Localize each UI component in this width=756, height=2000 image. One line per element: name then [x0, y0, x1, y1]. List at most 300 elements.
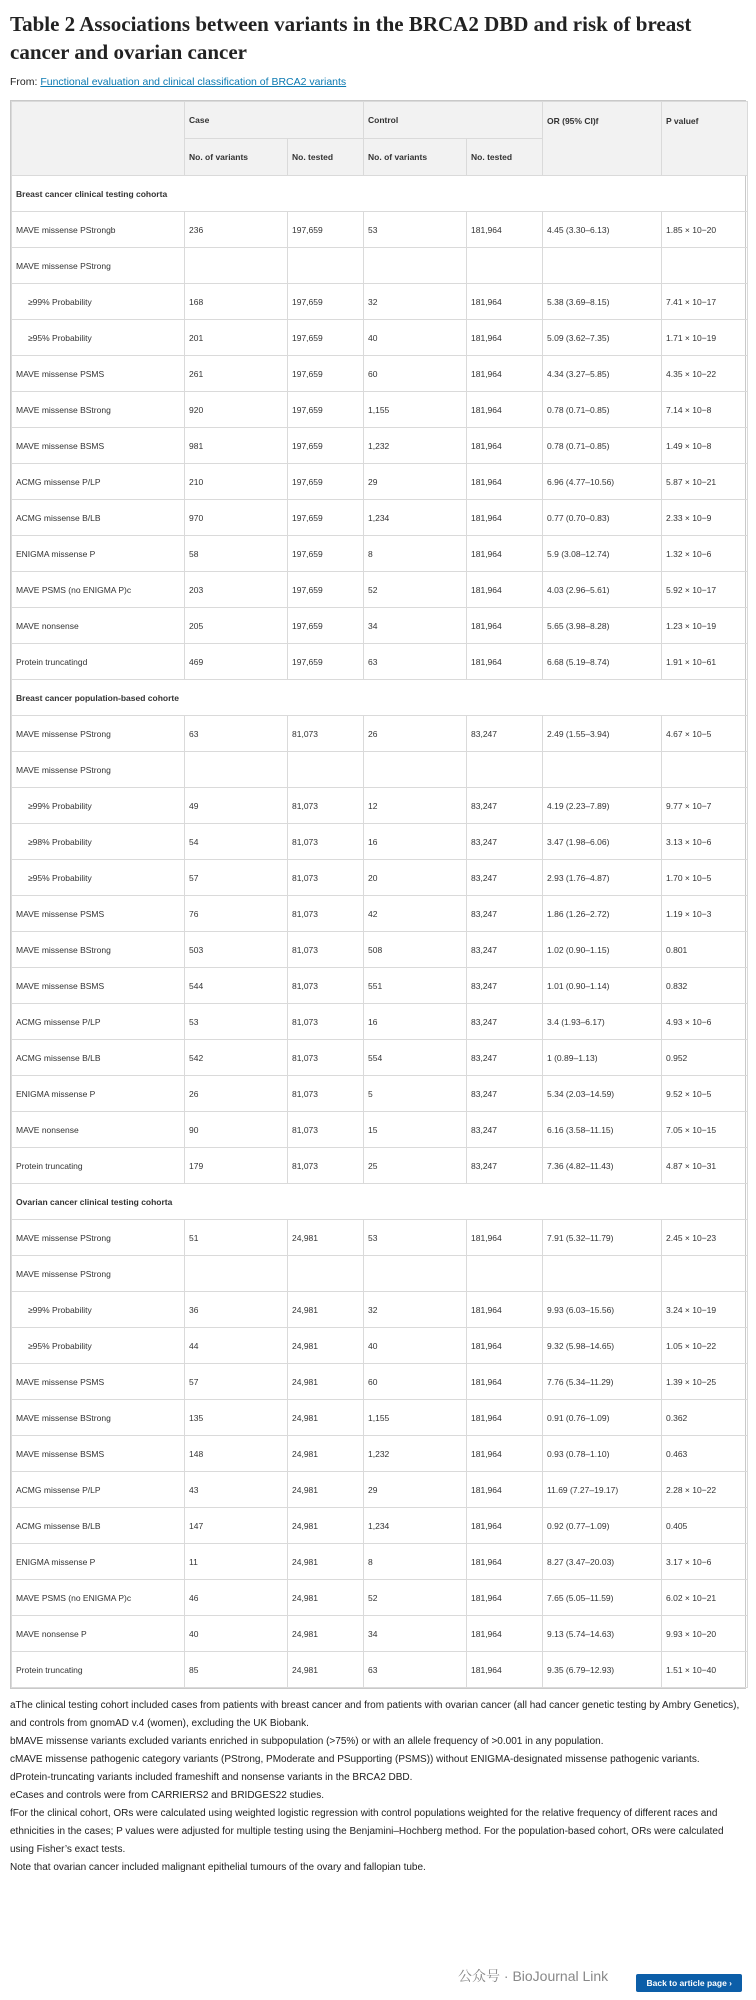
case-tested-cell: 24,981 — [288, 1436, 364, 1472]
pvalue-cell: 0.832 — [662, 968, 748, 1004]
or-ci-cell: 3.4 (1.93–6.17) — [543, 1004, 662, 1040]
section-header-row — [12, 176, 748, 212]
pvalue-cell: 2.33 × 10−9 — [662, 500, 748, 536]
control-tested-cell: 181,964 — [467, 1364, 543, 1400]
or-ci-cell: 0.91 (0.76–1.09) — [543, 1400, 662, 1436]
pvalue-cell: 1.70 × 10−5 — [662, 860, 748, 896]
table-row — [12, 896, 748, 932]
control-variants-cell: 60 — [364, 1364, 467, 1400]
associations-table — [11, 101, 748, 1688]
case-variants-cell: 203 — [185, 572, 288, 608]
or-ci-cell: 7.91 (5.32–11.79) — [543, 1220, 662, 1256]
case-tested-cell: 81,073 — [288, 932, 364, 968]
table-row — [12, 536, 748, 572]
header-blank — [12, 102, 185, 176]
table-row — [12, 284, 748, 320]
header-control: Control — [364, 102, 543, 139]
pvalue-cell: 1.71 × 10−19 — [662, 320, 748, 356]
case-tested-cell: 197,659 — [288, 536, 364, 572]
row-label: MAVE missense PStrongb — [12, 212, 185, 248]
case-tested-cell: 81,073 — [288, 968, 364, 1004]
control-variants-cell: 42 — [364, 896, 467, 932]
case-variants-cell: 49 — [185, 788, 288, 824]
case-variants-cell — [185, 752, 288, 788]
control-variants-cell: 20 — [364, 860, 467, 896]
case-tested-cell: 81,073 — [288, 1076, 364, 1112]
control-variants-cell: 5 — [364, 1076, 467, 1112]
table-row — [12, 1580, 748, 1616]
control-tested-cell — [467, 248, 543, 284]
from-label: From: — [10, 76, 41, 88]
or-ci-cell: 11.69 (7.27–19.17) — [543, 1472, 662, 1508]
case-tested-cell: 197,659 — [288, 212, 364, 248]
control-tested-cell: 83,247 — [467, 1040, 543, 1076]
control-tested-cell — [467, 1256, 543, 1292]
or-ci-cell: 9.93 (6.03–15.56) — [543, 1292, 662, 1328]
row-label: ENIGMA missense P — [12, 1076, 185, 1112]
control-variants-cell: 1,232 — [364, 428, 467, 464]
table-row — [12, 1112, 748, 1148]
pvalue-cell: 1.19 × 10−3 — [662, 896, 748, 932]
case-variants-cell: 920 — [185, 392, 288, 428]
control-variants-cell — [364, 1256, 467, 1292]
pvalue-cell: 5.87 × 10−21 — [662, 464, 748, 500]
case-variants-cell: 85 — [185, 1652, 288, 1688]
case-variants-cell: 57 — [185, 1364, 288, 1400]
or-ci-cell — [543, 1256, 662, 1292]
or-ci-cell: 0.78 (0.71–0.85) — [543, 392, 662, 428]
pvalue-cell: 7.14 × 10−8 — [662, 392, 748, 428]
case-variants-cell: 57 — [185, 860, 288, 896]
control-tested-cell — [467, 752, 543, 788]
row-label: MAVE nonsense — [12, 608, 185, 644]
control-tested-cell: 181,964 — [467, 1616, 543, 1652]
control-variants-cell: 29 — [364, 1472, 467, 1508]
row-label: MAVE nonsense P — [12, 1616, 185, 1652]
control-variants-cell: 32 — [364, 1292, 467, 1328]
table-row — [12, 1400, 748, 1436]
table-row — [12, 212, 748, 248]
row-label: ≥95% Probability — [12, 860, 185, 896]
pvalue-cell: 0.405 — [662, 1508, 748, 1544]
row-label: ENIGMA missense P — [12, 536, 185, 572]
row-label: MAVE missense PStrong — [12, 248, 185, 284]
header-case-variants: No. of variants — [185, 139, 288, 176]
control-tested-cell: 83,247 — [467, 1112, 543, 1148]
case-tested-cell: 197,659 — [288, 464, 364, 500]
row-label: MAVE PSMS (no ENIGMA P)c — [12, 572, 185, 608]
pvalue-cell: 9.93 × 10−20 — [662, 1616, 748, 1652]
table-row — [12, 968, 748, 1004]
row-label: ≥95% Probability — [12, 1328, 185, 1364]
footnote: aThe clinical testing cohort included cases from patients with breast cancer and from patients with ovarian cancer (all had cancer genetic testing by Ambry Genetics), and controls from gnomAD v.4 (women), excluding the UK Biobank. — [10, 1700, 740, 1729]
row-label: MAVE missense PStrong — [12, 1220, 185, 1256]
control-variants-cell: 16 — [364, 1004, 467, 1040]
control-tested-cell: 83,247 — [467, 824, 543, 860]
or-ci-cell: 5.65 (3.98–8.28) — [543, 608, 662, 644]
row-label: MAVE missense BStrong — [12, 1400, 185, 1436]
control-tested-cell: 83,247 — [467, 1076, 543, 1112]
row-label: ≥99% Probability — [12, 284, 185, 320]
pvalue-cell — [662, 248, 748, 284]
case-variants-cell: 54 — [185, 824, 288, 860]
case-tested-cell: 197,659 — [288, 608, 364, 644]
row-label: MAVE missense BSMS — [12, 968, 185, 1004]
page-footer — [0, 1958, 756, 2000]
or-ci-cell — [543, 752, 662, 788]
or-ci-cell: 5.9 (3.08–12.74) — [543, 536, 662, 572]
table-row — [12, 1364, 748, 1400]
control-variants-cell: 551 — [364, 968, 467, 1004]
control-variants-cell: 15 — [364, 1112, 467, 1148]
table-row — [12, 1544, 748, 1580]
section-heading: Ovarian cancer clinical testing cohorta — [12, 1184, 748, 1220]
control-tested-cell: 181,964 — [467, 1400, 543, 1436]
control-variants-cell: 26 — [364, 716, 467, 752]
case-tested-cell: 197,659 — [288, 644, 364, 680]
row-label: MAVE missense BStrong — [12, 392, 185, 428]
footnote: cMAVE missense pathogenic category variants (PStrong, PModerate and PSupporting (PSMS)) without ENIGMA-designated missense pathogenic variants. — [10, 1754, 700, 1765]
or-ci-cell: 2.49 (1.55–3.94) — [543, 716, 662, 752]
pvalue-cell: 4.93 × 10−6 — [662, 1004, 748, 1040]
table-row — [12, 1616, 748, 1652]
table-row — [12, 644, 748, 680]
footnotes — [10, 1697, 740, 1877]
control-variants-cell: 34 — [364, 1616, 467, 1652]
control-variants-cell: 1,155 — [364, 392, 467, 428]
case-variants-cell: 58 — [185, 536, 288, 572]
control-tested-cell: 181,964 — [467, 608, 543, 644]
or-ci-cell: 3.47 (1.98–6.06) — [543, 824, 662, 860]
table-row — [12, 1652, 748, 1688]
case-tested-cell: 24,981 — [288, 1652, 364, 1688]
control-variants-cell: 12 — [364, 788, 467, 824]
case-tested-cell: 24,981 — [288, 1364, 364, 1400]
or-ci-cell: 4.45 (3.30–6.13) — [543, 212, 662, 248]
source-article-link[interactable]: Functional evaluation and clinical classification of BRCA2 variants — [40, 76, 347, 88]
control-variants-cell: 1,234 — [364, 500, 467, 536]
pvalue-cell: 1.32 × 10−6 — [662, 536, 748, 572]
pvalue-cell: 9.77 × 10−7 — [662, 788, 748, 824]
footnote: dProtein-truncating variants included frameshift and nonsense variants in the BRCA2 DBD. — [10, 1772, 413, 1783]
control-variants-cell: 554 — [364, 1040, 467, 1076]
case-variants-cell: 168 — [185, 284, 288, 320]
pvalue-cell: 0.362 — [662, 1400, 748, 1436]
or-ci-cell: 6.96 (4.77–10.56) — [543, 464, 662, 500]
control-variants-cell: 1,234 — [364, 1508, 467, 1544]
control-variants-cell: 8 — [364, 1544, 467, 1580]
control-variants-cell: 53 — [364, 1220, 467, 1256]
case-tested-cell: 24,981 — [288, 1472, 364, 1508]
control-tested-cell: 83,247 — [467, 968, 543, 1004]
or-ci-cell: 2.93 (1.76–4.87) — [543, 860, 662, 896]
or-ci-cell: 4.03 (2.96–5.61) — [543, 572, 662, 608]
section-heading: Breast cancer population-based cohorte — [12, 680, 748, 716]
case-tested-cell: 81,073 — [288, 1148, 364, 1184]
control-variants-cell: 34 — [364, 608, 467, 644]
case-tested-cell: 81,073 — [288, 1004, 364, 1040]
table-container — [10, 100, 746, 1689]
table-row — [12, 1292, 748, 1328]
control-tested-cell: 83,247 — [467, 716, 543, 752]
section-header-row — [12, 1184, 748, 1220]
table-row — [12, 716, 748, 752]
pvalue-cell: 7.41 × 10−17 — [662, 284, 748, 320]
row-label: Protein truncatingd — [12, 644, 185, 680]
case-variants-cell: 76 — [185, 896, 288, 932]
row-label: MAVE missense PSMS — [12, 896, 185, 932]
table-row — [12, 788, 748, 824]
pvalue-cell: 1.23 × 10−19 — [662, 608, 748, 644]
row-label: MAVE missense BSMS — [12, 1436, 185, 1472]
control-variants-cell: 63 — [364, 644, 467, 680]
control-variants-cell: 25 — [364, 1148, 467, 1184]
pvalue-cell: 2.45 × 10−23 — [662, 1220, 748, 1256]
case-tested-cell: 81,073 — [288, 860, 364, 896]
case-variants-cell: 179 — [185, 1148, 288, 1184]
control-variants-cell: 1,232 — [364, 1436, 467, 1472]
pvalue-cell — [662, 1256, 748, 1292]
control-tested-cell: 181,964 — [467, 428, 543, 464]
control-variants-cell: 52 — [364, 1580, 467, 1616]
control-tested-cell: 83,247 — [467, 1004, 543, 1040]
table-row — [12, 1508, 748, 1544]
article-table-page — [10, 10, 746, 1877]
table-row — [12, 932, 748, 968]
case-variants-cell: 205 — [185, 608, 288, 644]
control-tested-cell: 181,964 — [467, 356, 543, 392]
case-variants-cell — [185, 248, 288, 284]
case-variants-cell: 544 — [185, 968, 288, 1004]
section-header-row — [12, 680, 748, 716]
control-variants-cell — [364, 248, 467, 284]
or-ci-cell: 0.77 (0.70–0.83) — [543, 500, 662, 536]
header-case-tested: No. tested — [288, 139, 364, 176]
row-label: MAVE missense PStrong — [12, 1256, 185, 1292]
row-label: ≥95% Probability — [12, 320, 185, 356]
or-ci-cell: 9.35 (6.79–12.93) — [543, 1652, 662, 1688]
case-variants-cell: 148 — [185, 1436, 288, 1472]
pvalue-cell: 1.85 × 10−20 — [662, 212, 748, 248]
row-label: ENIGMA missense P — [12, 1544, 185, 1580]
or-ci-cell: 5.38 (3.69–8.15) — [543, 284, 662, 320]
control-variants-cell: 53 — [364, 212, 467, 248]
control-tested-cell: 83,247 — [467, 788, 543, 824]
control-variants-cell: 1,155 — [364, 1400, 467, 1436]
table-row — [12, 1076, 748, 1112]
case-tested-cell: 24,981 — [288, 1220, 364, 1256]
row-label: MAVE missense PSMS — [12, 356, 185, 392]
or-ci-cell: 0.93 (0.78–1.10) — [543, 1436, 662, 1472]
table-row — [12, 320, 748, 356]
control-variants-cell: 63 — [364, 1652, 467, 1688]
table-row — [12, 248, 748, 284]
table-row — [12, 1436, 748, 1472]
or-ci-cell: 9.13 (5.74–14.63) — [543, 1616, 662, 1652]
pvalue-cell: 1.49 × 10−8 — [662, 428, 748, 464]
control-variants-cell: 508 — [364, 932, 467, 968]
control-variants-cell: 8 — [364, 536, 467, 572]
table-row — [12, 1220, 748, 1256]
table-row — [12, 1256, 748, 1292]
pvalue-cell: 0.463 — [662, 1436, 748, 1472]
control-tested-cell: 181,964 — [467, 572, 543, 608]
case-tested-cell — [288, 1256, 364, 1292]
row-label: ACMG missense P/LP — [12, 1472, 185, 1508]
control-tested-cell: 83,247 — [467, 1148, 543, 1184]
or-ci-cell: 6.16 (3.58–11.15) — [543, 1112, 662, 1148]
row-label: MAVE missense PStrong — [12, 716, 185, 752]
row-label: MAVE missense BSMS — [12, 428, 185, 464]
header-case: Case — [185, 102, 364, 139]
section-heading: Breast cancer clinical testing cohorta — [12, 176, 748, 212]
table-row — [12, 572, 748, 608]
pvalue-cell: 6.02 × 10−21 — [662, 1580, 748, 1616]
or-ci-cell — [543, 248, 662, 284]
case-variants-cell: 201 — [185, 320, 288, 356]
case-variants-cell: 469 — [185, 644, 288, 680]
case-tested-cell: 197,659 — [288, 428, 364, 464]
case-tested-cell: 197,659 — [288, 572, 364, 608]
case-tested-cell: 197,659 — [288, 392, 364, 428]
row-label: MAVE missense PStrong — [12, 752, 185, 788]
case-variants-cell: 981 — [185, 428, 288, 464]
control-tested-cell: 181,964 — [467, 1508, 543, 1544]
or-ci-cell: 0.92 (0.77–1.09) — [543, 1508, 662, 1544]
table-row — [12, 428, 748, 464]
table-body — [12, 176, 748, 1688]
case-tested-cell: 81,073 — [288, 1040, 364, 1076]
case-variants-cell: 236 — [185, 212, 288, 248]
from-line — [10, 76, 746, 88]
case-tested-cell: 24,981 — [288, 1328, 364, 1364]
header-control-tested: No. tested — [467, 139, 543, 176]
table-row — [12, 1004, 748, 1040]
case-tested-cell — [288, 752, 364, 788]
row-label: MAVE nonsense — [12, 1112, 185, 1148]
control-tested-cell: 181,964 — [467, 1472, 543, 1508]
row-label: ACMG missense B/LB — [12, 1508, 185, 1544]
case-tested-cell: 81,073 — [288, 716, 364, 752]
case-tested-cell: 81,073 — [288, 896, 364, 932]
or-ci-cell: 5.34 (2.03–14.59) — [543, 1076, 662, 1112]
row-label: ACMG missense P/LP — [12, 1004, 185, 1040]
control-variants-cell: 60 — [364, 356, 467, 392]
footnote: fFor the clinical cohort, ORs were calculated using weighted logistic regression with control populations weighted for the relative frequency of different races and ethnicities in the cases; P values were adjusted for multiple testing using the Benjamini–Hochberg method. For the population-based cohort, ORs were calculated using Fisher’s exact tests. — [10, 1808, 724, 1855]
pvalue-cell: 5.92 × 10−17 — [662, 572, 748, 608]
case-variants-cell: 43 — [185, 1472, 288, 1508]
row-label: Protein truncating — [12, 1148, 185, 1184]
case-tested-cell — [288, 248, 364, 284]
case-variants-cell: 36 — [185, 1292, 288, 1328]
control-tested-cell: 83,247 — [467, 896, 543, 932]
case-tested-cell: 24,981 — [288, 1508, 364, 1544]
table-row — [12, 356, 748, 392]
row-label: MAVE missense BStrong — [12, 932, 185, 968]
control-tested-cell: 181,964 — [467, 392, 543, 428]
pvalue-cell: 1.51 × 10−40 — [662, 1652, 748, 1688]
pvalue-cell: 9.52 × 10−5 — [662, 1076, 748, 1112]
table-row — [12, 752, 748, 788]
or-ci-cell: 4.34 (3.27–5.85) — [543, 356, 662, 392]
back-to-article-button[interactable]: Back to article page › — [636, 1974, 742, 1992]
or-ci-cell: 5.09 (3.62–7.35) — [543, 320, 662, 356]
table-row — [12, 824, 748, 860]
table-row — [12, 608, 748, 644]
control-tested-cell: 181,964 — [467, 320, 543, 356]
pvalue-cell: 3.17 × 10−6 — [662, 1544, 748, 1580]
footnote: bMAVE missense variants excluded variants enriched in subpopulation (>75%) or with an allele frequency of >0.001 in any population. — [10, 1736, 604, 1747]
case-variants-cell: 46 — [185, 1580, 288, 1616]
or-ci-cell: 6.68 (5.19–8.74) — [543, 644, 662, 680]
control-variants-cell — [364, 752, 467, 788]
control-tested-cell: 181,964 — [467, 464, 543, 500]
pvalue-cell: 1.39 × 10−25 — [662, 1364, 748, 1400]
or-ci-cell: 1 (0.89–1.13) — [543, 1040, 662, 1076]
control-tested-cell: 181,964 — [467, 1328, 543, 1364]
pvalue-cell: 1.91 × 10−61 — [662, 644, 748, 680]
or-ci-cell: 0.78 (0.71–0.85) — [543, 428, 662, 464]
table-row — [12, 1328, 748, 1364]
pvalue-cell: 3.13 × 10−6 — [662, 824, 748, 860]
row-label: Protein truncating — [12, 1652, 185, 1688]
table-row — [12, 500, 748, 536]
table-row — [12, 392, 748, 428]
control-variants-cell: 29 — [364, 464, 467, 500]
case-tested-cell: 24,981 — [288, 1400, 364, 1436]
footnote: Note that ovarian cancer included malignant epithelial tumours of the ovary and fallopian tube. — [10, 1862, 426, 1873]
control-variants-cell: 16 — [364, 824, 467, 860]
header-row-top — [12, 102, 748, 139]
case-variants-cell: 261 — [185, 356, 288, 392]
or-ci-cell: 1.86 (1.26–2.72) — [543, 896, 662, 932]
case-variants-cell: 135 — [185, 1400, 288, 1436]
control-tested-cell: 181,964 — [467, 1580, 543, 1616]
case-tested-cell: 24,981 — [288, 1580, 364, 1616]
case-variants-cell: 26 — [185, 1076, 288, 1112]
case-variants-cell: 90 — [185, 1112, 288, 1148]
header-or-ci: OR (95% CI)f — [543, 102, 662, 176]
pvalue-cell: 2.28 × 10−22 — [662, 1472, 748, 1508]
case-variants-cell: 63 — [185, 716, 288, 752]
or-ci-cell: 7.36 (4.82–11.43) — [543, 1148, 662, 1184]
or-ci-cell: 9.32 (5.98–14.65) — [543, 1328, 662, 1364]
pvalue-cell: 4.67 × 10−5 — [662, 716, 748, 752]
control-tested-cell: 181,964 — [467, 1292, 543, 1328]
case-variants-cell: 40 — [185, 1616, 288, 1652]
pvalue-cell: 3.24 × 10−19 — [662, 1292, 748, 1328]
or-ci-cell: 4.19 (2.23–7.89) — [543, 788, 662, 824]
header-pvalue: P valuef — [662, 102, 748, 176]
or-ci-cell: 8.27 (3.47–20.03) — [543, 1544, 662, 1580]
control-variants-cell: 40 — [364, 320, 467, 356]
control-tested-cell: 181,964 — [467, 1220, 543, 1256]
header-control-variants: No. of variants — [364, 139, 467, 176]
case-variants-cell — [185, 1256, 288, 1292]
case-variants-cell: 11 — [185, 1544, 288, 1580]
case-tested-cell: 24,981 — [288, 1544, 364, 1580]
or-ci-cell: 7.65 (5.05–11.59) — [543, 1580, 662, 1616]
control-tested-cell: 181,964 — [467, 500, 543, 536]
case-variants-cell: 210 — [185, 464, 288, 500]
case-tested-cell: 197,659 — [288, 500, 364, 536]
table-title: Table 2 Associations between variants in the BRCA2 DBD and risk of breast cancer and ovarian cancer — [10, 12, 692, 64]
pvalue-cell: 4.35 × 10−22 — [662, 356, 748, 392]
case-variants-cell: 147 — [185, 1508, 288, 1544]
row-label: ≥99% Probability — [12, 788, 185, 824]
control-tested-cell: 83,247 — [467, 932, 543, 968]
pvalue-cell: 4.87 × 10−31 — [662, 1148, 748, 1184]
